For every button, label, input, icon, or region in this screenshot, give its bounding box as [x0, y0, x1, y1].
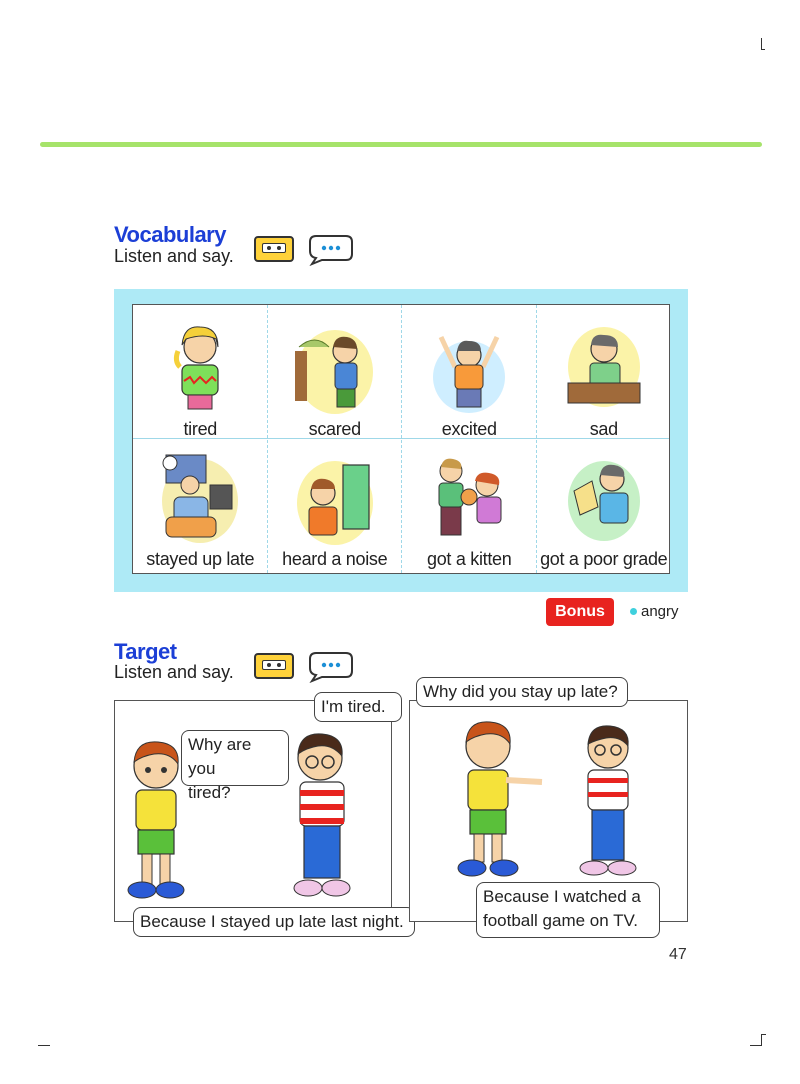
target-instruction: Listen and say.: [114, 662, 234, 682]
crop-mark-top-right-h: [761, 49, 765, 50]
vocab-card-got-a-poor-grade[interactable]: [537, 439, 672, 573]
vocab-card-scared[interactable]: [268, 305, 403, 439]
vocabulary-title: Vocabulary: [114, 222, 226, 247]
vocabulary-instruction: Listen and say.: [114, 246, 234, 266]
bubble-text: I'm tired.: [321, 697, 386, 716]
crop-mark-bottom-right-v: [761, 1034, 762, 1046]
bubble-text: Why did you stay up late?: [423, 682, 618, 701]
boy-yellow-shirt-pointing-illustration: [450, 716, 550, 882]
vocab-label: heard a noise: [282, 549, 388, 569]
bubble-text: Because I stayed up late last night.: [140, 912, 404, 931]
vocab-card-got-a-kitten[interactable]: [402, 439, 537, 573]
vocab-card-tired[interactable]: [133, 305, 268, 439]
bonus-word: angry: [641, 603, 679, 620]
vocab-card-excited[interactable]: [402, 305, 537, 439]
vocab-label: got a kitten: [427, 549, 512, 569]
boy-glasses-arms-crossed-illustration: [568, 716, 648, 880]
vocab-label: stayed up late: [146, 549, 255, 569]
scared-boy-picture: [295, 317, 375, 415]
bullet-dot-icon: [630, 608, 637, 615]
excited-boy-picture: [429, 317, 509, 415]
page-number: 47: [669, 946, 687, 963]
speech-bubble-because-football: [476, 882, 660, 938]
cassette-tape-icon[interactable]: [254, 236, 294, 262]
vocab-label: excited: [441, 419, 497, 439]
vocab-label: scared: [308, 419, 361, 439]
vocab-label: tired: [183, 419, 218, 439]
speech-bubble-because-stayed-up: [133, 907, 415, 937]
vocab-card-stayed-up-late[interactable]: [133, 439, 268, 573]
bubble-text-line: Because I watched a: [483, 887, 641, 906]
vocab-card-sad[interactable]: [537, 305, 672, 439]
tired-girl-picture: [160, 317, 240, 415]
speech-bubble-why-stay-up-late: [416, 677, 628, 707]
bubble-text-line: Why are you: [188, 735, 252, 778]
target-title: Target: [114, 639, 177, 664]
vocab-card-heard-a-noise[interactable]: [268, 439, 403, 573]
vocab-label: sad: [589, 419, 618, 439]
header-rule: [40, 142, 762, 147]
got-kitten-picture: [429, 451, 509, 549]
sad-boy-picture: [564, 317, 644, 415]
vocabulary-grid: [132, 304, 670, 574]
speech-bubble-icon[interactable]: [306, 649, 356, 683]
stayed-up-late-picture: [160, 451, 240, 549]
speech-bubble-icon[interactable]: [306, 232, 356, 266]
speech-bubble-im-tired: [314, 692, 402, 722]
bonus-badge: Bonus: [546, 598, 614, 626]
bubble-text-line: tired?: [188, 783, 231, 802]
heard-noise-picture: [295, 451, 375, 549]
speech-bubble-why-tired: [181, 730, 289, 802]
bubble-text-line: football game on TV.: [483, 911, 639, 930]
crop-mark-bottom-right-t: [761, 1034, 766, 1035]
cassette-tape-icon[interactable]: [254, 653, 294, 679]
poor-grade-picture: [564, 451, 644, 549]
crop-mark-bottom-left: [38, 1045, 50, 1046]
vocab-label: got a poor grade: [540, 549, 668, 569]
